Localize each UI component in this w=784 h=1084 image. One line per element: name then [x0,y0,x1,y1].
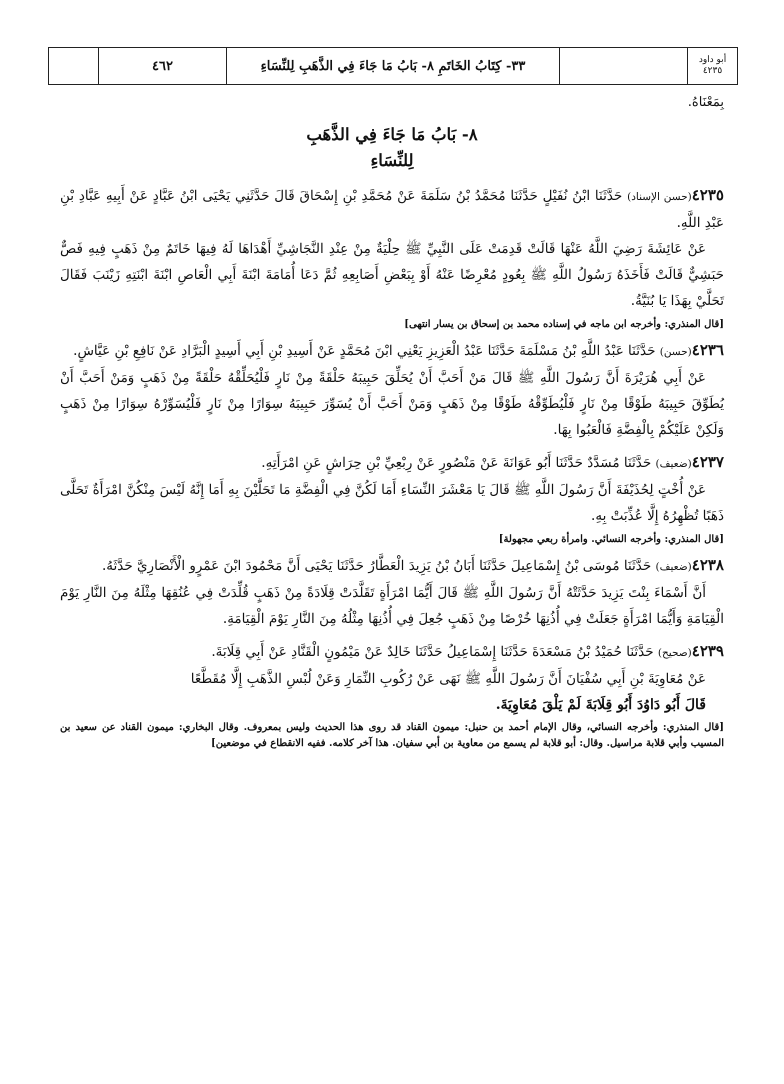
hadith-grade: (ضعيف) [655,561,692,573]
hadith-matn: عَنْ أُخْتٍ لِحُذَيْفَةَ أَنَّ رَسُولَ اللَّهِ ﷺ قَالَ يَا مَعْشَرَ النِّسَاءِ أَمَا لَكُنَّ فِي الْفِضَّةِ مَا تَحَلَّيْنَ بِهِ أَمَا إِنَّهُ لَيْسَ مِنْكُنَّ امْرَأَةٌ تَحَلَّى ذَهَبًا تُظْهِرُهُ إِلَّا عُذِّبَتْ بِهِ. [60,482,724,524]
hadith-isnad-text: حَدَّثَنَا ابْنُ نُفَيْلٍ حَدَّثَنَا مُحَمَّدُ بْنُ سَلَمَةَ عَنْ مُحَمَّدِ بْنِ إِسْحَاقَ قَالَ حَدَّثَنِي يَحْيَى ابْنُ عَبَّادٍ عَنْ أَبِيهِ عَبَّادِ بْنِ عَبْدِ اللَّهِ. [60,188,724,231]
hadith-matn: عَنْ عَائِشَةَ رَضِيَ اللَّهُ عَنْهَا قَالَتْ قَدِمَتْ عَلَى النَّبِيِّ ﷺ حِلْيَةٌ مِنْ عِنْدِ النَّجَاشِيِّ أَهْدَاهَا لَهُ فِيهَا خَاتَمٌ مِنْ ذَهَبٍ فِيهِ فَصٌّ حَبَشِيٌّ قَالَتْ فَأَخَذَهُ رَسُولُ اللَّهِ ﷺ بِعُودٍ مُعْرِضًا عَنْهُ أَوْ بِبَعْضِ أَصَابِعِهِ ثُمَّ دَعَا أُمَامَةَ ابْنَةَ أَبِي الْعَاصِ ابْنَةَ ابْنَتِهِ زَيْنَبَ فَقَالَ تَحَلَّيْ بِهَذَا يَا بُنَيَّةُ. [60,241,724,309]
header-chapter-title: ٣٣- كِتَابُ الخَاتَمِ ٨- بَابُ مَا جَاءَ فِي الذَّهَبِ لِلنِّسَاءِ [226,48,559,84]
chapter-heading-line-2: لِلنِّسَاءِ [370,151,414,170]
hadith-grade: (حسن الإسناد) [627,191,692,203]
hadith-isnad-text: حَدَّثَنَا حُمَيْدُ بْنُ مَسْعَدَةَ حَدَّثَنَا إِسْمَاعِيلُ حَدَّثَنَا خَالِدٌ عَنْ مَيْمُونٍ الْقَنَّادِ عَنْ أَبِي قِلَابَةَ. [211,644,654,660]
hadith-isnad-text: حَدَّثَنَا مُوسَى بْنُ إِسْمَاعِيلَ حَدَّثَنَا أَبَانُ بْنُ يَزِيدَ الْعَطَّارُ حَدَّثَنَا يَحْيَى أَنَّ مَحْمُودَ ابْنَ عَمْرٍو الْأَنْصَارِيَّ حَدَّثَهُ. [101,558,652,574]
hadith-isnad [60,449,724,477]
hadith-matn: عَنْ مُعَاوِيَةَ بْنِ أَبِي سُفْيَانَ أَنَّ رَسُولَ اللَّهِ ﷺ نَهَى عَنْ رُكُوبِ النِّمَارِ وَعَنْ لُبْسِ الذَّهَبِ إِلَّا مُقَطَّعًا [190,671,706,687]
hadith-grade: (صحيح) [657,647,692,659]
hadith-isnad [60,638,724,666]
hadith-note: [قال المنذري: وأخرجه ابن ماجه في إسناده محمد بن إسحاق بن يسار انتهى] [404,319,724,330]
hadith-note: [قال المنذري: وأخرجه النسائي. وامرأة ربعي مجهولة] [498,534,724,545]
hadith-isnad [60,552,724,580]
hadith-isnad [60,182,724,236]
hadith-number: ٤٢٣٨ [691,556,724,574]
hadith-isnad-text: حَدَّثَنَا مُسَدَّدٌ حَدَّثَنَا أَبُو عَوَانَةَ عَنْ مَنْصُورٍ عَنْ رِبْعِيِّ بْنِ حِرَاشٍ عَنِ امْرَأَتِهِ. [261,455,652,471]
header-page-number: ٤٦٢ [98,48,226,84]
running-header [48,47,738,85]
hadith-grade: (حسن) [659,346,692,358]
chapter-heading-line-1: ٨- بَابُ مَا جَاءَ فِي الذَّهَبِ [306,125,478,144]
header-hadith-range: ٤٢٣٥ [702,66,723,76]
hadith-matn: أَنَّ أَسْمَاءَ بِنْتَ يَزِيدَ حَدَّثَتْهُ أَنَّ رَسُولَ اللَّهِ ﷺ قَالَ أَيُّمَا امْرَأَةٍ تَقَلَّدَتْ قِلَادَةً مِنْ ذَهَبٍ قُلِّدَتْ فِي عُنُقِهَا مِثْلَهُ مِنَ النَّارِ يَوْمَ الْقِيَامَةِ وَأَيُّمَا امْرَأَةٍ جَعَلَتْ فِي أُذُنِهَا خُرْصًا مِنْ ذَهَبٍ جُعِلَ فِي أُذُنِهَا مِثْلُهُ مِنَ النَّارِ يَوْمَ الْقِيَامَةِ. [60,585,724,627]
hadith-number: ٤٢٣٩ [691,642,724,660]
page-body [60,90,724,752]
header-book-name: أبو داود [698,55,727,65]
continuation-fragment: بِمَعْنَاهُ. [687,95,724,110]
hadith-grade: (ضعيف) [655,458,692,470]
footnote: [قال المنذري: وأخرجه النسائي، وقال الإمام أحمد بن حنبل: ميمون القناد قد روى هذا الحديث وليس بمعروف. وقال البخاري: ميمون القناد عن سعيد بن المسيب وأبي قلابة مراسيل. وقال: أبو قلابة لم يسمع من معاوية بن أبي سفيان. هذا آخر كلامه. ففيه الانقطاع في موضعين] [60,722,724,749]
hadith-number: ٤٢٣٧ [691,453,724,471]
abu-dawud-remark: قَالَ أَبُو دَاوُدَ أَبُو قِلَابَةَ لَمْ يَلْقَ مُعَاوِيَةَ. [495,697,706,713]
header-empty-cell-2 [49,48,98,84]
hadith-number: ٤٢٣٥ [691,186,724,204]
header-book-cell [687,48,737,84]
hadith-matn: عَنْ أَبِي هُرَيْرَةَ أَنَّ رَسُولَ اللَّهِ ﷺ قَالَ مَنْ أَحَبَّ أَنْ يُحَلِّقَ حَبِيبَهُ حَلْقَةً مِنْ نَارٍ فَلْيُحَلِّقْهُ حَلْقَةً مِنْ ذَهَبٍ وَمَنْ أَحَبَّ أَنْ يُطَوِّقَ حَبِيبَهُ طَوْقًا مِنْ نَارٍ فَلْيُطَوِّقْهُ طَوْقًا مِنْ ذَهَبٍ وَمَنْ أَحَبَّ أَنْ يُسَوِّرَ حَبِيبَهُ سِوَارًا مِنْ نَارٍ فَلْيُسَوِّرْهُ سِوَارًا مِنْ ذَهَبٍ وَلَكِنْ عَلَيْكُمْ بِالْفِضَّةِ فَالْعَبُوا بِهَا. [60,370,724,438]
header-empty-cell-1 [559,48,687,84]
hadith-isnad-text: حَدَّثَنَا عَبْدُ اللَّهِ بْنُ مَسْلَمَةَ حَدَّثَنَا عَبْدُ الْعَزِيزِ يَعْنِي ابْنَ مُحَمَّدٍ عَنْ أَسِيدِ بْنِ أَبِي أَسِيدٍ الْبَرَّادِ عَنْ نَافِعِ بْنِ عَيَّاشٍ. [73,343,656,359]
hadith-number: ٤٢٣٦ [691,341,724,359]
hadith-isnad [60,337,724,365]
